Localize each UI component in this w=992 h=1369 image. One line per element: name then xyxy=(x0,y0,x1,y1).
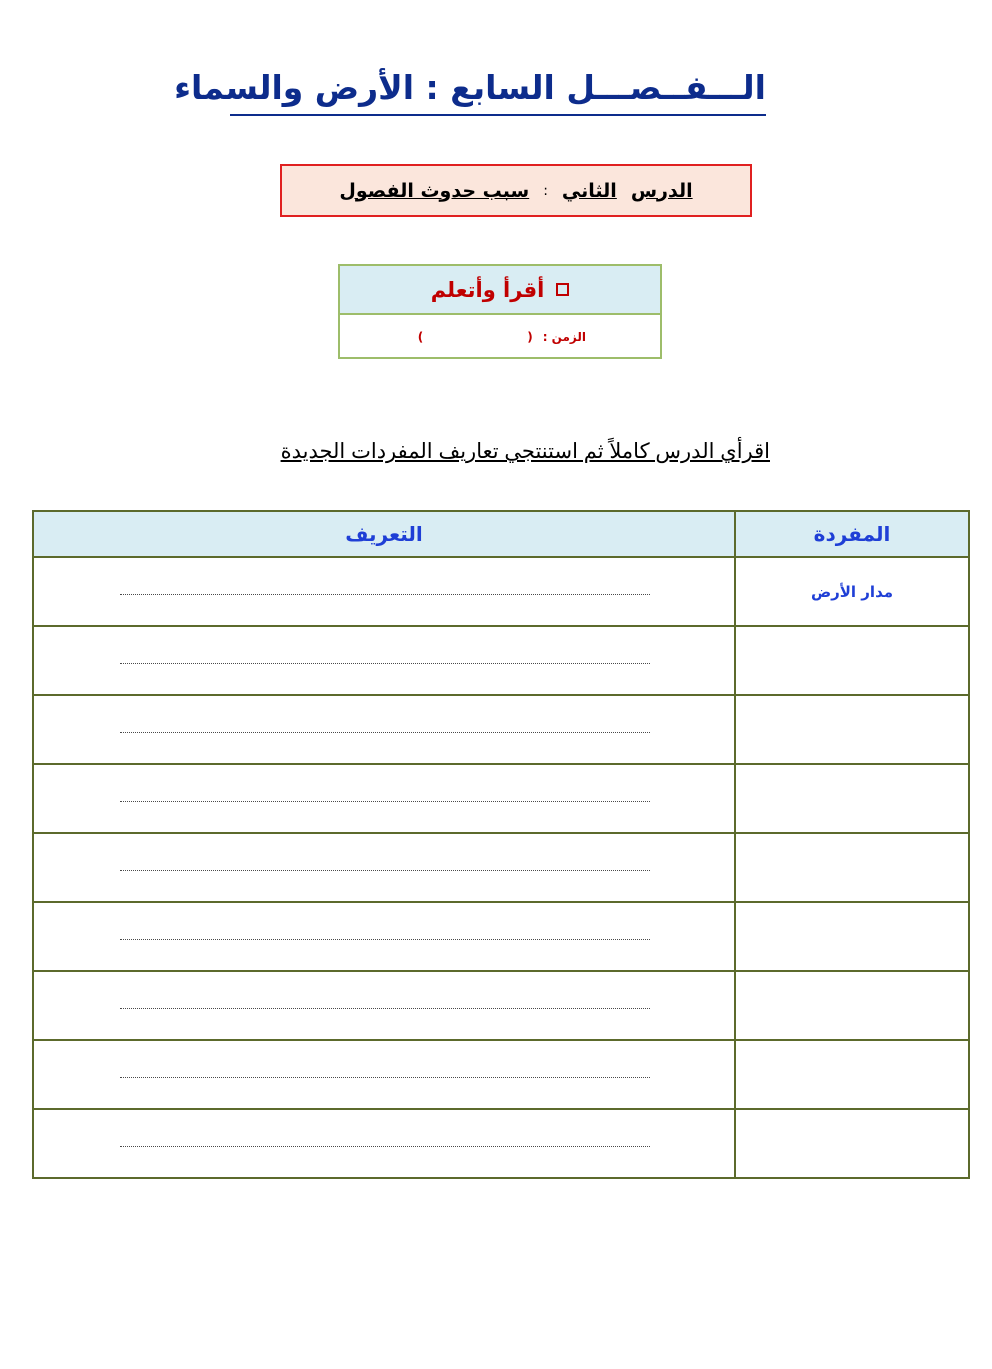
dotted-answer-line xyxy=(120,1077,650,1078)
word-cell[interactable] xyxy=(735,695,969,764)
table-row xyxy=(33,557,969,626)
dotted-answer-line xyxy=(120,939,650,940)
word-cell[interactable] xyxy=(735,1109,969,1178)
read-and-learn-header xyxy=(340,266,660,315)
lesson-banner xyxy=(280,164,752,217)
dotted-answer-line xyxy=(120,801,650,802)
definition-cell[interactable] xyxy=(33,902,735,971)
table-row xyxy=(33,971,969,1040)
table-row xyxy=(33,626,969,695)
definition-cell[interactable] xyxy=(33,1109,735,1178)
word-cell[interactable] xyxy=(735,626,969,695)
chapter-title-underline xyxy=(230,114,766,116)
lesson-prefix: الدرس xyxy=(630,179,693,202)
word-cell[interactable] xyxy=(735,971,969,1040)
column-header-word: المفردة xyxy=(735,511,969,557)
lesson-colon: : xyxy=(543,182,548,199)
time-close-paren: ) xyxy=(417,330,424,344)
dotted-answer-line xyxy=(120,663,650,664)
table-row xyxy=(33,695,969,764)
word-cell[interactable] xyxy=(735,1040,969,1109)
dotted-answer-line xyxy=(120,1146,650,1147)
lesson-number: الثاني xyxy=(561,179,617,202)
word-cell[interactable] xyxy=(735,902,969,971)
word-cell[interactable] xyxy=(735,764,969,833)
word-cell[interactable] xyxy=(735,833,969,902)
checkbox-square-icon xyxy=(556,283,569,296)
dotted-answer-line xyxy=(120,594,650,595)
time-label: الزمن : xyxy=(542,330,586,344)
definition-cell[interactable] xyxy=(33,1040,735,1109)
definition-cell[interactable] xyxy=(33,557,735,626)
definition-cell[interactable] xyxy=(33,971,735,1040)
table-row xyxy=(33,1040,969,1109)
time-open-paren: ( xyxy=(527,330,533,344)
table-header-row xyxy=(33,511,969,557)
definition-cell[interactable] xyxy=(33,764,735,833)
time-row xyxy=(340,315,660,359)
definition-cell[interactable] xyxy=(33,695,735,764)
definition-cell[interactable] xyxy=(33,626,735,695)
instruction-text: اقرأي الدرس كاملاً ثم استنتجي تعاريف المفردات الجديدة xyxy=(280,440,770,463)
chapter-title: الـــفــصـــل السابع : الأرض والسماء xyxy=(174,68,766,107)
lesson-title: سبب حدوث الفصول xyxy=(339,179,530,202)
read-and-learn-heading: أقرأ وأتعلم xyxy=(430,277,545,302)
definition-cell[interactable] xyxy=(33,833,735,902)
table-row xyxy=(33,902,969,971)
column-header-definition: التعريف xyxy=(33,511,735,557)
table-row xyxy=(33,833,969,902)
table-row xyxy=(33,1109,969,1178)
vocabulary-table xyxy=(32,510,970,1179)
table-row xyxy=(33,764,969,833)
word-cell: مدار الأرض xyxy=(735,557,969,626)
read-and-learn-box xyxy=(338,264,662,359)
dotted-answer-line xyxy=(120,732,650,733)
dotted-answer-line xyxy=(120,870,650,871)
dotted-answer-line xyxy=(120,1008,650,1009)
